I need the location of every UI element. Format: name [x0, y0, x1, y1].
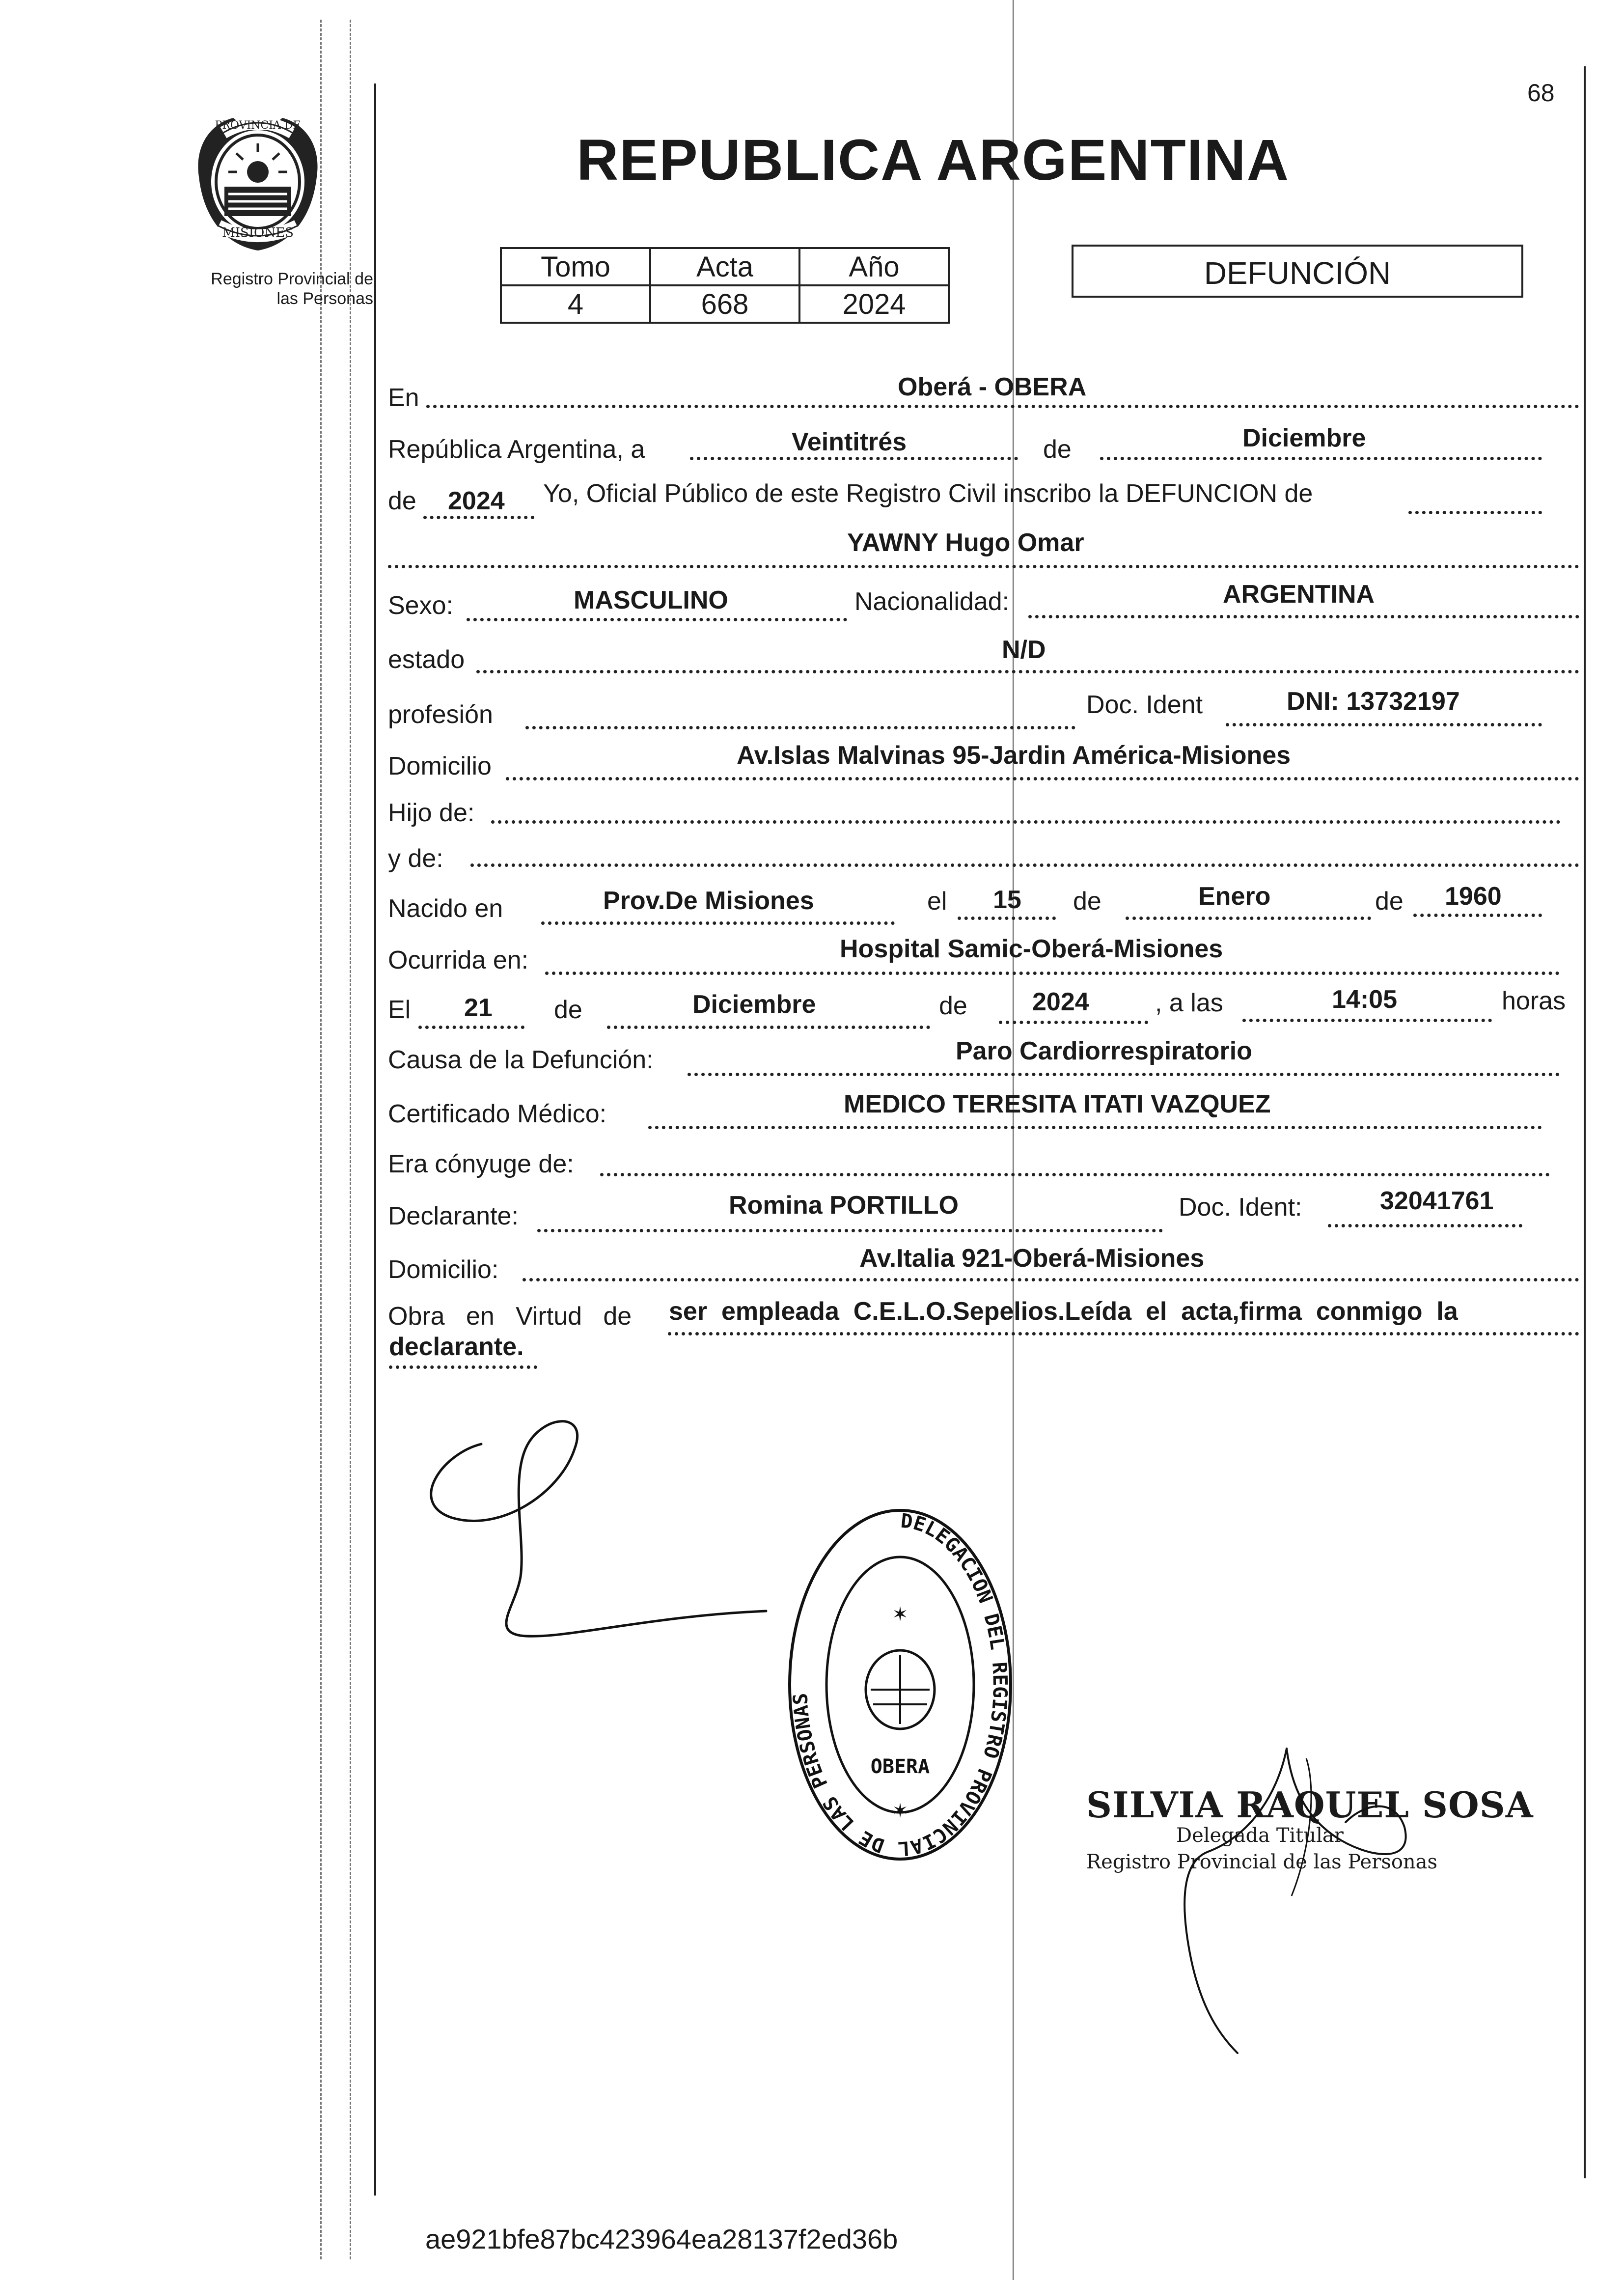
de2-label: de [388, 487, 416, 515]
a-las-label: , a las [1155, 989, 1223, 1017]
causa-value: Paro Cardiorrespiratorio [956, 1037, 1252, 1065]
ocurrida-label: Ocurrida en: [388, 946, 529, 974]
certificado-value: MEDICO TERESITA ITATI VAZQUEZ [844, 1090, 1271, 1118]
el2-label: El [388, 996, 411, 1024]
def-anio-dotted-line [999, 1021, 1148, 1024]
causa-dotted-line [688, 1073, 1560, 1076]
nac-dia-value: 15 [993, 886, 1021, 914]
anio-registro-dotted-line [423, 516, 534, 519]
hijo-label: Hijo de: [388, 799, 475, 827]
decl-domicilio-dotted-line [523, 1278, 1579, 1281]
conyuge-dotted-line [600, 1173, 1550, 1176]
conyuge-label: Era cónyuge de: [388, 1150, 574, 1178]
de-label: de [1043, 435, 1072, 464]
record-table [500, 247, 950, 324]
decl-doc-value: 32041761 [1380, 1187, 1494, 1215]
horas-label: horas [1502, 987, 1566, 1015]
estado-value: N/D [1002, 636, 1046, 664]
nac-mes-dotted-line [1126, 917, 1371, 920]
mes-dotted-line [1100, 457, 1542, 460]
tomo-header: Tomo [501, 248, 650, 285]
doc-ident-value: DNI: 13732197 [1287, 687, 1460, 716]
acta-value: 668 [650, 285, 799, 323]
decl-domicilio-value: Av.Italia 921-Oberá-Misiones [859, 1244, 1205, 1273]
doc-ident-dotted-line [1226, 723, 1542, 726]
causa-label: Causa de la Defunción: [388, 1046, 654, 1074]
sexo-dotted-line [467, 618, 847, 621]
republica-label: República Argentina, a [388, 435, 645, 464]
nac-de-label: de [1073, 887, 1101, 916]
def-anio-value: 2024 [1032, 988, 1089, 1016]
declarant-signature [413, 1415, 786, 1670]
obra-dotted-line-2 [389, 1365, 537, 1369]
nombre-value: YAWNY Hugo Omar [847, 528, 1084, 557]
sexo-label: Sexo: [388, 591, 453, 620]
document-hash: ae921bfe87bc423964ea28137f2ed36b [425, 2224, 898, 2254]
certificado-label: Certificado Médico: [388, 1100, 607, 1128]
domicilio-dotted-line [506, 777, 1579, 780]
nacido-en-value: Prov.De Misiones [603, 887, 814, 915]
nac-de2-label: de [1375, 887, 1404, 916]
seal-caption-top: PROVINCIA DE [215, 119, 301, 132]
record-type-box: DEFUNCIÓN [1072, 245, 1523, 298]
declarante-value: Romina PORTILLO [729, 1191, 959, 1220]
official-stamp [785, 1498, 1016, 1862]
dia-texto-value: Veintitrés [792, 428, 907, 456]
def-dia-value: 21 [464, 994, 493, 1022]
provincia-misiones-seal-logo [189, 103, 327, 255]
center-fold-line [1013, 0, 1014, 2280]
obra-label: Obra en Virtud de [388, 1302, 632, 1331]
decl-domicilio-label: Domicilio: [388, 1255, 499, 1284]
yde-dotted-line [470, 863, 1579, 867]
document-title: REPUBLICA ARGENTINA [577, 128, 1290, 193]
declarante-label: Declarante: [388, 1202, 519, 1230]
en-dotted-line [426, 405, 1579, 408]
def-de-label: de [554, 996, 582, 1024]
nacionalidad-label: Nacionalidad: [854, 587, 1010, 616]
stamp-inner-text: OBERA [870, 1755, 930, 1778]
nombre-dotted-line [388, 565, 1579, 568]
doc-ident-label: Doc. Ident [1086, 691, 1203, 719]
registry-caption-line2: las Personas [276, 289, 373, 308]
domicilio-value: Av.Islas Malvinas 95-Jardin América-Misiones [737, 741, 1291, 770]
lugar-value: Oberá - OBERA [898, 373, 1087, 401]
nacionalidad-dotted-line [1028, 615, 1579, 618]
estado-dotted-line [476, 670, 1579, 673]
ocurrida-en-value: Hospital Samic-Oberá-Misiones [840, 935, 1223, 963]
registry-caption-line1: Registro Provincial de [211, 270, 373, 288]
stamp-outer-text: DELEGACION DEL REGISTRO PROVINCIAL DE LAS PERSONAS [789, 1509, 1012, 1860]
estado-label: estado [388, 645, 465, 674]
margin-dash-line-1 [320, 20, 322, 2259]
signatory-role: Delegada Titular [1176, 1824, 1344, 1847]
sexo-value: MASCULINO [574, 586, 728, 614]
oficial-dotted-line [1408, 511, 1542, 514]
acta-header: Acta [650, 248, 799, 285]
declarante-dotted-line [537, 1229, 1163, 1232]
nacido-label: Nacido en [388, 894, 503, 923]
right-border-line [1584, 66, 1586, 2178]
signatory-org: Registro Provincial de las Personas [1086, 1851, 1438, 1873]
decl-doc-label: Doc. Ident: [1179, 1193, 1302, 1222]
dia-dotted-line [690, 457, 1018, 460]
nacionalidad-value: ARGENTINA [1223, 580, 1375, 609]
def-mes-dotted-line [607, 1026, 930, 1029]
page-number: 68 [1527, 79, 1555, 107]
def-de2-label: de [939, 992, 967, 1020]
registry-caption [147, 269, 373, 308]
obra-text-value: ser empleada C.E.L.O.Sepelios.Leída el acta,firma conmigo la [669, 1297, 1458, 1326]
signatory-name: SILVIA RAQUEL SOSA [1086, 1784, 1534, 1826]
svg-text:✶: ✶ [892, 1604, 908, 1625]
official-signature [1159, 1690, 1434, 2073]
en-label: En [388, 384, 419, 412]
decl-doc-dotted-line [1328, 1224, 1522, 1227]
ocurrida-dotted-line [545, 972, 1560, 975]
anio-registro-value: 2024 [448, 487, 505, 515]
domicilio-label: Domicilio [388, 752, 492, 780]
profesion-dotted-line [525, 726, 1075, 729]
def-hora-dotted-line [1242, 1019, 1492, 1022]
nacido-dotted-line [541, 921, 895, 925]
yde-label: y de: [388, 844, 443, 873]
def-dia-dotted-line [418, 1026, 524, 1029]
seal-caption-bottom: MISIONES [222, 225, 294, 240]
nac-mes-value: Enero [1198, 882, 1271, 911]
margin-dash-line-2 [350, 20, 351, 2259]
def-mes-value: Diciembre [692, 990, 816, 1019]
nac-anio-dotted-line [1413, 914, 1542, 917]
el-label: el [927, 887, 947, 916]
hijo-dotted-line [491, 820, 1561, 824]
tomo-value: 4 [501, 285, 650, 323]
svg-text:✶: ✶ [892, 1800, 908, 1822]
mes-value: Diciembre [1242, 424, 1366, 452]
certificado-dotted-line [648, 1126, 1542, 1129]
obra-text2-value: declarante. [389, 1333, 524, 1361]
def-hora-value: 14:05 [1332, 985, 1397, 1014]
profesion-label: profesión [388, 700, 493, 729]
nac-dia-dotted-line [958, 917, 1056, 920]
obra-dotted-line [668, 1332, 1579, 1335]
oficial-text: Yo, Oficial Público de este Registro Civil inscribo la DEFUNCION de [543, 479, 1313, 508]
left-border-line [374, 83, 376, 2196]
anio-header: Año [799, 248, 949, 285]
anio-value: 2024 [799, 285, 949, 323]
nac-anio-value: 1960 [1445, 882, 1502, 911]
